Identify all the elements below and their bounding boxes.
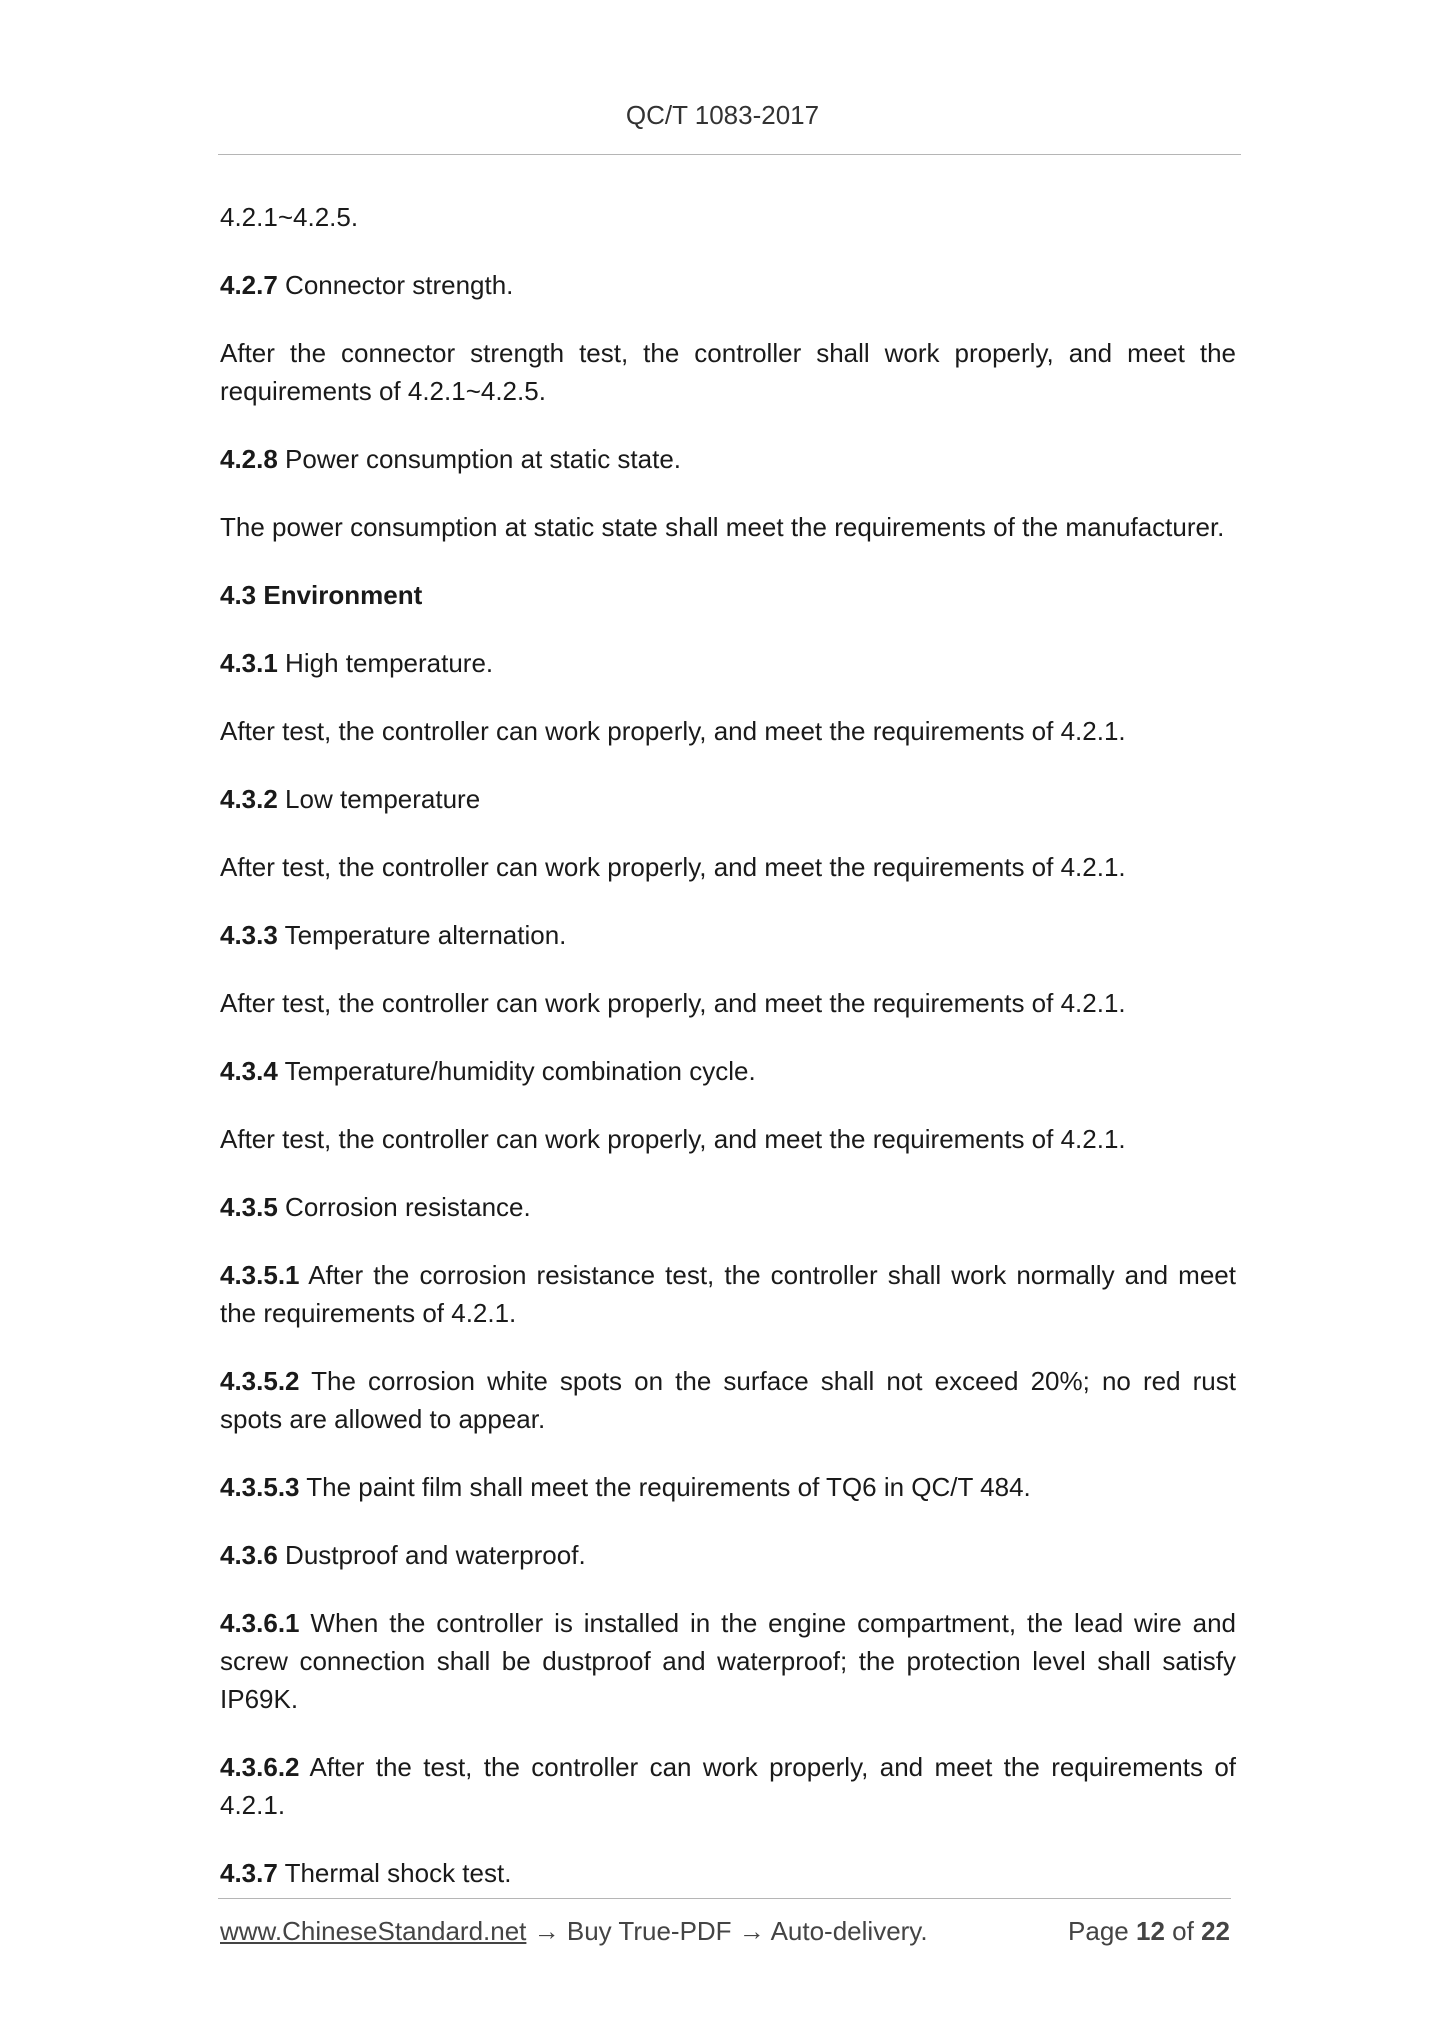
paragraph: After test, the controller can work properly, and meet the requirements of 4.2.1. — [220, 988, 1126, 1018]
clause-heading: 4.3.6 Dustproof and waterproof. — [220, 1540, 586, 1570]
clause-heading: 4.3.2 Low temperature — [220, 784, 481, 814]
paragraph: After the connector strength test, the controller shall work properly, and meet the requirements of 4.2.1~4.2.5. — [220, 338, 1236, 406]
paragraph: The power consumption at static state shall meet the requirements of the manufacturer. — [220, 512, 1225, 542]
paragraph: 4.3.6.1 When the controller is installed in the engine compartment, the lead wire and screw connection shall be dustproof and waterproof; the protection level shall satisfy IP69K. — [220, 1608, 1236, 1714]
clause-heading: 4.2.7 Connector strength. — [220, 270, 514, 300]
page-header — [0, 100, 1445, 131]
current-page-number: 12 — [1136, 1916, 1165, 1946]
total-pages-number: 22 — [1201, 1916, 1230, 1946]
footer-promo — [220, 1916, 928, 1947]
clause-heading: 4.2.8 Power consumption at static state. — [220, 444, 682, 474]
paragraph: 4.2.1~4.2.5. — [220, 202, 359, 232]
website-link[interactable]: www.ChineseStandard.net — [220, 1916, 527, 1946]
paragraph: 4.3.6.2 After the test, the controller can work properly, and meet the requirements of 4.2.1. — [220, 1752, 1236, 1820]
document-body — [220, 198, 1236, 1922]
clause-heading: 4.3.5 Corrosion resistance. — [220, 1192, 531, 1222]
paragraph: 4.3.5.1 After the corrosion resistance test, the controller shall work normally and meet the requirements of 4.2.1. — [220, 1260, 1236, 1328]
document-code: QC/T 1083-2017 — [625, 100, 820, 130]
paragraph: 4.3.5.3 The paint film shall meet the requirements of TQ6 in QC/T 484. — [220, 1472, 1031, 1502]
clause-heading: 4.3.3 Temperature alternation. — [220, 920, 567, 950]
footer-divider — [218, 1898, 1231, 1899]
clause-heading: 4.3.4 Temperature/humidity combination cycle. — [220, 1056, 756, 1086]
of-label: of — [1172, 1916, 1194, 1946]
paragraph: After test, the controller can work properly, and meet the requirements of 4.2.1. — [220, 852, 1126, 882]
page-label: Page — [1068, 1916, 1129, 1946]
clause-heading: 4.3.7 Thermal shock test. — [220, 1858, 512, 1888]
clause-heading: 4.3.1 High temperature. — [220, 648, 494, 678]
paragraph: After test, the controller can work properly, and meet the requirements of 4.2.1. — [220, 1124, 1126, 1154]
page-footer — [220, 1916, 1236, 1956]
footer-tagline: → Buy True-PDF → Auto-delivery. — [526, 1916, 928, 1946]
header-divider — [218, 154, 1241, 155]
page-indicator — [1068, 1916, 1230, 1947]
paragraph: 4.3.5.2 The corrosion white spots on the surface shall not exceed 20%; no red rust spots are allowed to appear. — [220, 1366, 1236, 1434]
section-heading: 4.3 Environment — [220, 580, 423, 610]
paragraph: After test, the controller can work properly, and meet the requirements of 4.2.1. — [220, 716, 1126, 746]
